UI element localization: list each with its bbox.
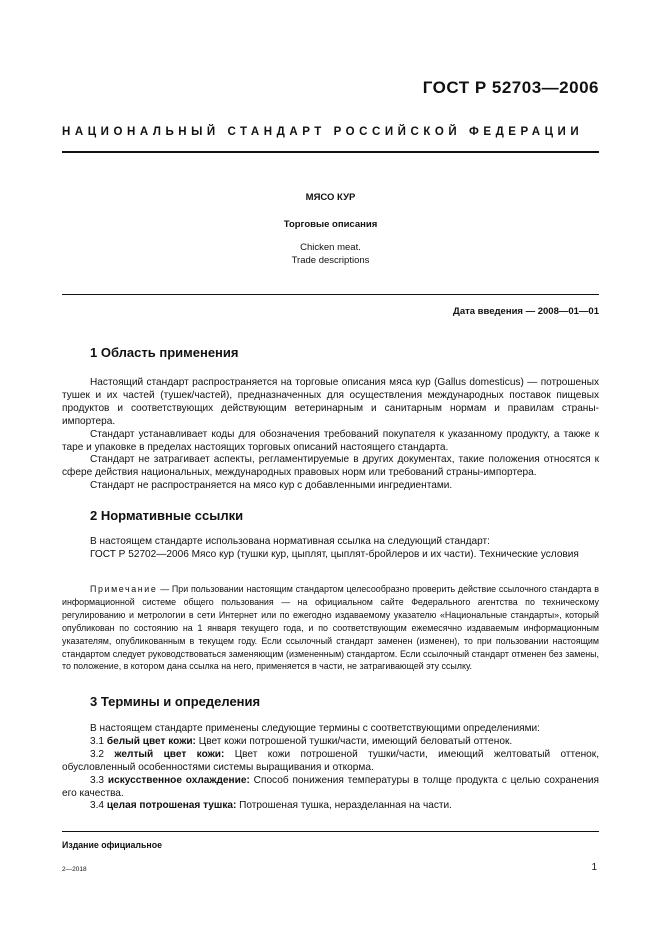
section1-paragraph-4: Стандарт не распространяется на мясо кур с добавленными ингредиентами. bbox=[90, 480, 453, 492]
section2-paragraph-1: В настоящем стандарте использована нормативная ссылка на следующий стандарт: bbox=[90, 536, 490, 547]
term-name: целая потрошеная тушка: bbox=[106, 800, 237, 812]
header-rule bbox=[62, 151, 599, 153]
normative-reference: ГОСТ Р 52702—2006 Мясо кур (тушки кур, цыплят, цыплят-бройлеров и их части). Технические условия bbox=[90, 548, 579, 560]
term-name: белый цвет кожи: bbox=[106, 735, 196, 747]
standard-code: ГОСТ Р 52703—2006 bbox=[422, 78, 599, 97]
title-rule bbox=[62, 294, 599, 295]
section1-body bbox=[62, 377, 599, 493]
page-number: 1 bbox=[591, 862, 597, 873]
official-edition-label: Издание официальное bbox=[62, 840, 162, 850]
term-3-4 bbox=[62, 800, 599, 813]
note-text: — При пользовании настоящим стандартом целесообразно проверить действие ссылочного стандарта в информационной системе общего пользования — на официальном сайте Федерального агентства по техническому регулированию и метрологии в сети Интернет или по ежегодно издаваемому указателю «Национальные стандарты», который опубликован по состоянию на 1 января текущего года, и по соответствующим ежемесячно издаваемым информационным указателям, опубликованным в текущем году. Если ссылочный стандарт заменен (изменен), то при пользовании настоящим стандартом следует руководствоваться заменяющим (измененным) стандартом. Если ссылочный стандарт отменен без замены, то положение, в котором дана ссылка на него, применяется в части, не затрагивающей эту ссылку. bbox=[62, 584, 599, 672]
english-title-line1: Chicken meat. bbox=[300, 242, 361, 253]
term-3-3 bbox=[62, 775, 599, 801]
term-3-2 bbox=[62, 749, 599, 775]
term-definition: Потрошеная тушка, неразделанная на части. bbox=[236, 800, 452, 812]
footer-rule bbox=[62, 831, 599, 832]
term-3-1 bbox=[62, 736, 599, 749]
section1-paragraph-2: Стандарт устанавливает коды для обозначения требований покупателя к указанному продукту, а также к таре и упаковке в пределах настоящих торговых описаний настоящего стандарта. bbox=[62, 428, 599, 453]
section1-paragraph-3: Стандарт не затрагивает аспекты, регламентируемые в других документах, такие положения относятся к сфере действия национальных, международных правовых норм или требований страны-импортера. bbox=[62, 454, 599, 479]
section2-body bbox=[62, 536, 599, 562]
term-definition: Цвет кожи потрошеной тушки/части, имеющий беловатый оттенок. bbox=[195, 735, 513, 747]
term-definition: Цвет кожи потрошеной тушки/части, имеющий желтоватый оттенок, обусловленный особенностями системы выращивания и откорма. bbox=[62, 748, 599, 773]
national-standard-banner: НАЦИОНАЛЬНЫЙ СТАНДАРТ РОССИЙСКОЙ ФЕДЕРАЦИИ bbox=[62, 126, 584, 138]
document-subtitle: Торговые описания bbox=[283, 219, 378, 230]
english-title-line2: Trade descriptions bbox=[291, 255, 370, 266]
term-number: 3.3 bbox=[90, 774, 108, 786]
term-number: 3.2 bbox=[90, 748, 115, 760]
term-definition: Способ понижения температуры в толще продукта с целью сохранения его качества. bbox=[62, 774, 600, 799]
note-paragraph bbox=[62, 583, 599, 673]
term-number: 3.4 bbox=[90, 800, 107, 812]
document-title: МЯСО КУР bbox=[305, 192, 356, 203]
term-name: желтый цвет кожи: bbox=[114, 748, 225, 760]
introduction-date: Дата введения — 2008—01—01 bbox=[453, 306, 599, 317]
term-number: 3.1 bbox=[90, 735, 107, 747]
term-name: искусственное охлаждение: bbox=[107, 774, 250, 786]
note-label: Примечание bbox=[90, 584, 158, 594]
section3-body bbox=[62, 723, 599, 813]
section1-heading: 1 Область применения bbox=[90, 345, 239, 360]
print-code: 2—2018 bbox=[62, 866, 87, 873]
section2-heading: 2 Нормативные ссылки bbox=[90, 508, 244, 523]
section3-heading: 3 Термины и определения bbox=[90, 694, 261, 709]
section1-paragraph-1: Настоящий стандарт распространяется на торговые описания мяса кур (Gallus domesticus) — потрошеных тушек и их частей (тушек/частей), предназначенных для осуществления международных поставок пищевых продуктов и соответствующих действующим ветеринарным и санитарным нормам и правилам страны-импортера. bbox=[62, 377, 599, 427]
section3-intro: В настоящем стандарте применены следующие термины с соответствующими определениями: bbox=[90, 723, 540, 734]
